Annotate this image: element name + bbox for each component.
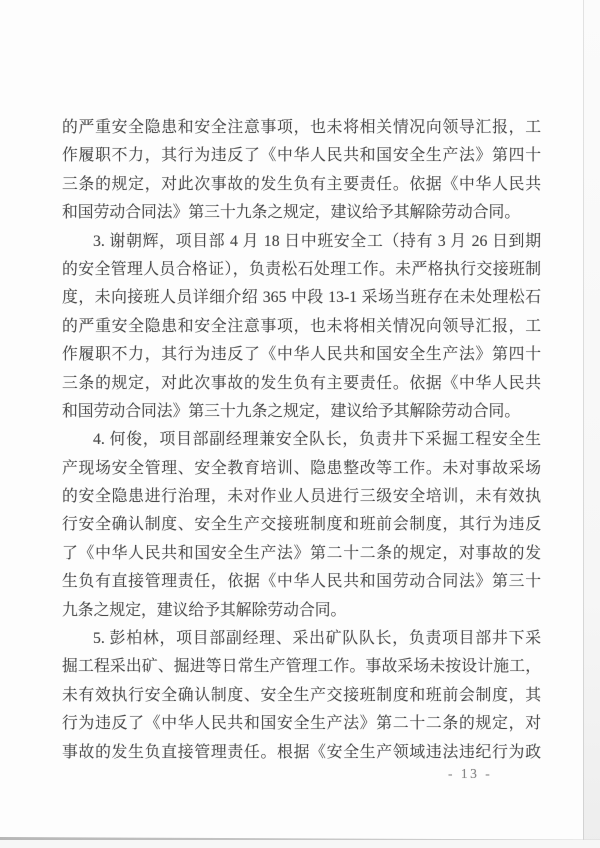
text-line: 掘工程采出矿、掘进等日常生产管理工作。事故采场未按设计施工， xyxy=(62,658,541,676)
text-line: 行安全确认制度、安全生产交接班制度和班前会制度，其行为违反 xyxy=(62,516,541,534)
text-line: 三条的规定，对此次事故的发生负有主要责任。依据《中华人民共 xyxy=(62,374,541,392)
body-text xyxy=(62,114,541,767)
text-line: 和国劳动合同法》第三十九条之规定，建议给予其解除劳动合同。 xyxy=(62,204,521,222)
text-line: 三条的规定，对此次事故的发生负有主要责任。依据《中华人民共 xyxy=(62,175,541,193)
text-line: 5. 彭柏林，项目部副经理、采出矿队队长，负责项目部井下采 xyxy=(93,630,541,648)
text-line: 度，未向接班人员详细介绍 365 中段 13-1 采场当班存在未处理松石 xyxy=(62,289,541,307)
text-line: 和国劳动合同法》第三十九条之规定，建议给予其解除劳动合同。 xyxy=(62,402,521,420)
text-line: 4. 何俊，项目部副经理兼安全队长，负责井下采掘工程安全生 xyxy=(93,431,541,449)
scan-bottom-band xyxy=(0,840,600,848)
text-line: 产现场安全管理、安全教育培训、隐患整改等工作。未对事故采场 xyxy=(62,459,541,477)
text-line: 未有效执行安全确认制度、安全生产交接班制度和班前会制度，其 xyxy=(62,686,541,704)
text-line: 3. 谢朝辉，项目部 4 月 18 日中班安全工（持有 3 月 26 日到期 xyxy=(93,232,541,250)
text-line: 的安全管理人员合格证），负责松石处理工作。未严格执行交接班制 xyxy=(62,260,541,278)
text-line: 了《中华人民共和国安全生产法》第二十二条的规定，对事故的发 xyxy=(62,544,541,562)
scan-right-edge-line xyxy=(583,0,584,848)
page-number: - 13 - xyxy=(448,766,493,781)
scan-right-margin-strip xyxy=(584,0,600,848)
text-line: 的安全隐患进行治理，未对作业人员进行三级安全培训，未有效执 xyxy=(62,488,541,506)
text-line: 的严重安全隐患和安全注意事项，也未将相关情况向领导汇报，工 xyxy=(62,317,541,335)
text-line: 作履职不力，其行为违反了《中华人民共和国安全生产法》第四十 xyxy=(62,147,541,165)
text-line: 九条之规定，建议给予其解除劳动合同。 xyxy=(62,601,347,619)
text-line: 作履职不力，其行为违反了《中华人民共和国安全生产法》第四十 xyxy=(62,346,541,364)
text-line: 生负有直接管理责任，依据《中华人民共和国劳动合同法》第三十 xyxy=(62,573,541,591)
text-line: 的严重安全隐患和安全注意事项，也未将相关情况向领导汇报，工 xyxy=(62,119,541,136)
text-line: 事故的发生负直接管理责任。根据《安全生产领域违法违纪行为政 xyxy=(62,743,541,761)
text-line: 行为违反了《中华人民共和国安全生产法》第二十二条的规定，对 xyxy=(62,715,541,733)
